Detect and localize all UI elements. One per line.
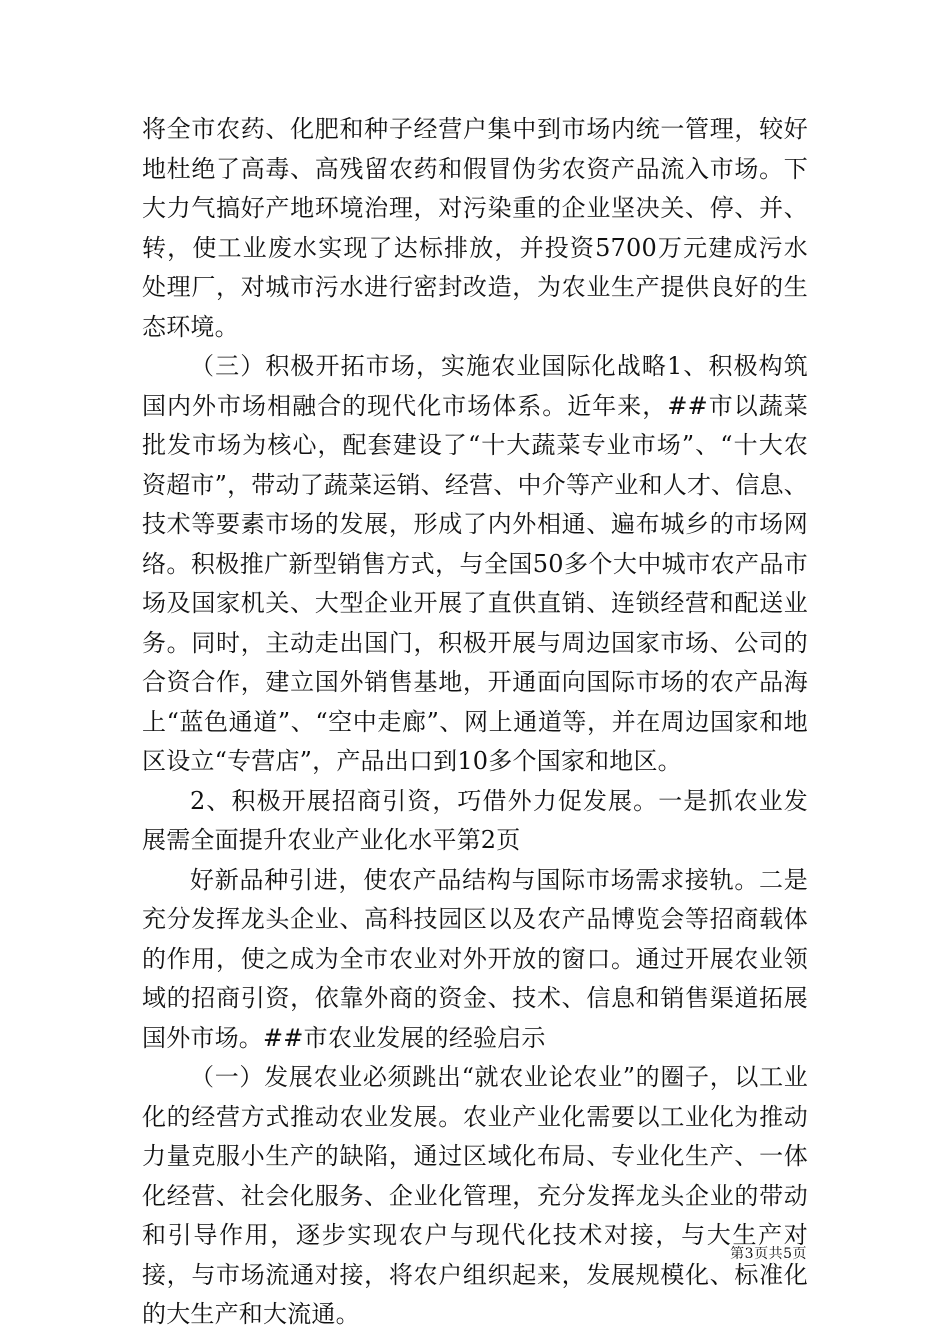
paragraph-new-varieties: 好新品种引进，使农产品结构与国际市场需求接轨。二是充分发挥龙头企业、高科技园区以及农产品博览会等招商载体的作用，使之成为全市农业对外开放的窗口。通过开展农业领域的招商引资，依靠外商的资金、技术、信息和销售渠道拓展国外市场。##市农业发展的经验启示 (142, 865, 808, 1052)
paragraph-investment: 2、积极开展招商引资，巧借外力促发展。一是抓农业发展需全面提升农业产业化水平第2页 (142, 786, 808, 854)
paragraph-section-three: （三）积极开拓市场，实施农业国际化战略1、积极构筑国内外市场相融合的现代化市场体系。近年来，##市以蔬菜批发市场为核心，配套建设了“十大蔬菜专业市场”、“十大农资超市”，带动了蔬菜运销、经营、中介等产业和人才、信息、技术等要素市场的发展，形成了内外相通、遍布城乡的市场网络。积极推广新型销售方式，与全国50多个大中城市农产品市场及国家机关、大型企业开展了直供直销、连锁经营和配送业务。同时，主动走出国门，积极开展与周边国家市场、公司的合资合作，建立国外销售基地，开通面向国际市场的农产品海上“蓝色通道”、“空中走廊”、网上通道等，并在周边国家和地区设立“专营店”，产品出口到10多个国家和地区。 (142, 352, 808, 775)
paragraph-continuation: 将全市农药、化肥和种子经营户集中到市场内统一管理，较好地杜绝了高毒、高残留农药和假冒伪劣农资产品流入市场。下大力气搞好产地环境治理，对污染重的企业坚决关、停、并、转，使工业废水实现了达标排放，并投资5700万元建成污水处理厂，对城市污水进行密封改造，为农业生产提供良好的生态环境。 (142, 115, 808, 341)
page-number: 第3页共5页 (730, 1246, 807, 1262)
document-body (142, 110, 808, 1335)
paragraph-section-one: （一）发展农业必须跳出“就农业论农业”的圈子，以工业化的经营方式推动农业发展。农业产业化需要以工业化为推动力量克服小生产的缺陷，通过区域化布局、专业化生产、一体化经营、社会化服务、企业化管理，充分发挥龙头企业的带动和引导作用，逐步实现农户与现代化技术对接，与大生产对接，与市场流通对接，将农户组织起来，发展规模化、标准化的大生产和大流通。 (142, 1063, 808, 1328)
